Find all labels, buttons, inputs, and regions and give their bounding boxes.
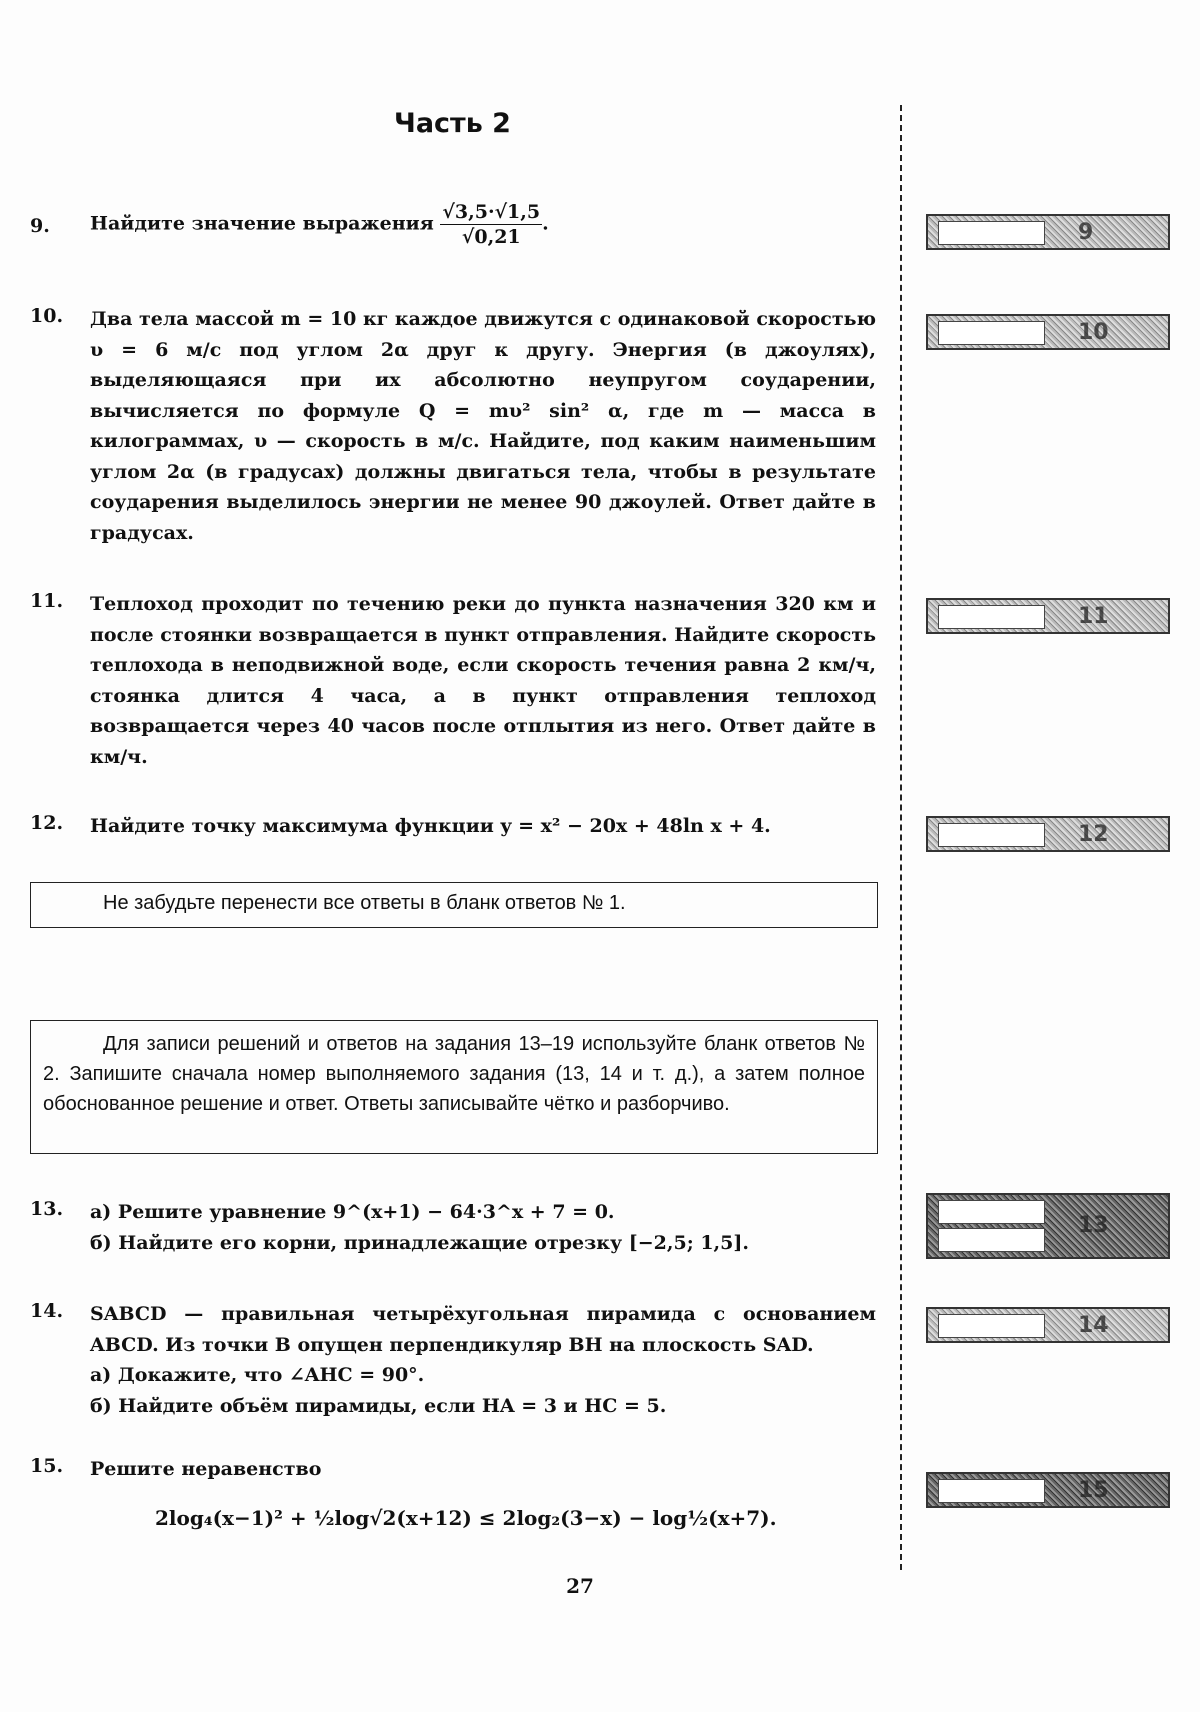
answer-field-b[interactable] bbox=[938, 1228, 1045, 1252]
task-12-text: Найдите точку максимума функции y = x² − 20x + 48ln x + 4. bbox=[90, 815, 771, 837]
answer-box-10[interactable] bbox=[926, 314, 1170, 350]
answer-field[interactable] bbox=[938, 823, 1045, 847]
answer-field[interactable] bbox=[938, 1314, 1045, 1338]
section-title: Часть 2 bbox=[394, 108, 511, 139]
task-10-text: Два тела массой m = 10 кг каждое движутся с одинаковой скоростью υ = 6 м/с под углом 2α друг к другу. Энергия (в джоулях), выделяющаяся при их абсолютно неупругом соударении, вычисляется по формуле Q = mυ² sin² α, где m — масса в килограммах, υ — скорость в м/с. Найдите, под каким наименьшим углом 2α (в градусах) должны двигаться тела, чтобы в результате соударения выделилось энергии не менее 90 джоулей. Ответ дайте в градусах. bbox=[90, 308, 876, 544]
task-text: Найдите значение выражения bbox=[90, 212, 434, 235]
answer-box-label: 12 bbox=[1078, 822, 1109, 847]
answer-box-15[interactable] bbox=[926, 1472, 1170, 1508]
task-number: 15. bbox=[30, 1455, 64, 1477]
answer-box-label: 13 bbox=[1078, 1213, 1109, 1238]
answer-box-label: 14 bbox=[1078, 1313, 1109, 1338]
numerator: √3,5·√1,5 bbox=[442, 201, 541, 223]
fraction bbox=[440, 200, 542, 249]
page-number: 27 bbox=[566, 1574, 594, 1598]
instructions-box: Для записи решений и ответов на задания 13–19 используйте бланк ответов № 2. Запишите сначала номер выполняемого задания (13, 14 и т. д.), а затем полное обоснованное решение и ответ. Ответы записывайте чётко и разборчиво. bbox=[30, 1020, 878, 1154]
inequality-formula: 2log₄(x−1)² + ½log√2(x+12) ≤ 2log₂(3−x) − log½(x+7). bbox=[155, 1506, 777, 1530]
reminder-box: Не забудьте перенести все ответы в бланк ответов № 1. bbox=[30, 882, 878, 928]
task-part-a: а) Решите уравнение 9^(x+1) − 64·3^x + 7 = 0. bbox=[90, 1201, 615, 1223]
task-15-text: Решите неравенство bbox=[90, 1458, 322, 1480]
task-part-a: а) Докажите, что ∠AHC = 90°. bbox=[90, 1364, 425, 1386]
answer-box-label: 9 bbox=[1078, 220, 1094, 245]
answer-box-11[interactable] bbox=[926, 598, 1170, 634]
task-13-text bbox=[90, 1197, 876, 1258]
answer-box-13[interactable] bbox=[926, 1193, 1170, 1259]
task-number: 14. bbox=[30, 1300, 64, 1322]
denominator: √0,21 bbox=[461, 226, 521, 248]
period: . bbox=[542, 212, 549, 235]
task-statement: SABCD — правильная четырёхугольная пирамида с основанием ABCD. Из точки B опущен перпендикуляр BH на плоскость SAD. bbox=[90, 1303, 876, 1356]
task-9-text bbox=[90, 200, 876, 249]
task-14-text bbox=[90, 1299, 876, 1421]
task-number: 13. bbox=[30, 1198, 64, 1220]
cut-line bbox=[900, 105, 902, 1570]
task-number: 11. bbox=[30, 590, 64, 612]
task-number: 10. bbox=[30, 305, 64, 327]
task-part-b: б) Найдите его корни, принадлежащие отрезку [−2,5; 1,5]. bbox=[90, 1231, 749, 1254]
answer-field[interactable] bbox=[938, 605, 1045, 629]
task-number: 12. bbox=[30, 812, 64, 834]
answer-box-label: 15 bbox=[1078, 1478, 1109, 1503]
answer-box-14[interactable] bbox=[926, 1307, 1170, 1343]
task-11-text: Теплоход проходит по течению реки до пункта назначения 320 км и после стоянки возвращается в пункт отправления. Найдите скорость теплохода в неподвижной воде, если скорость течения равна 2 км/ч, стоянка длится 4 часа, а в пункт отправления теплоход возвращается через 40 часов после отплытия из него. Ответ дайте в км/ч. bbox=[90, 593, 876, 768]
answer-box-label: 11 bbox=[1078, 604, 1109, 629]
answer-field[interactable] bbox=[938, 321, 1045, 345]
answer-box-label: 10 bbox=[1078, 320, 1109, 345]
answer-field[interactable] bbox=[938, 1479, 1045, 1503]
task-part-b: б) Найдите объём пирамиды, если HA = 3 и HC = 5. bbox=[90, 1394, 667, 1417]
task-number: 9. bbox=[30, 215, 50, 237]
answer-box-9[interactable] bbox=[926, 214, 1170, 250]
answer-field[interactable] bbox=[938, 221, 1045, 245]
answer-field-a[interactable] bbox=[938, 1200, 1045, 1224]
answer-box-12[interactable] bbox=[926, 816, 1170, 852]
